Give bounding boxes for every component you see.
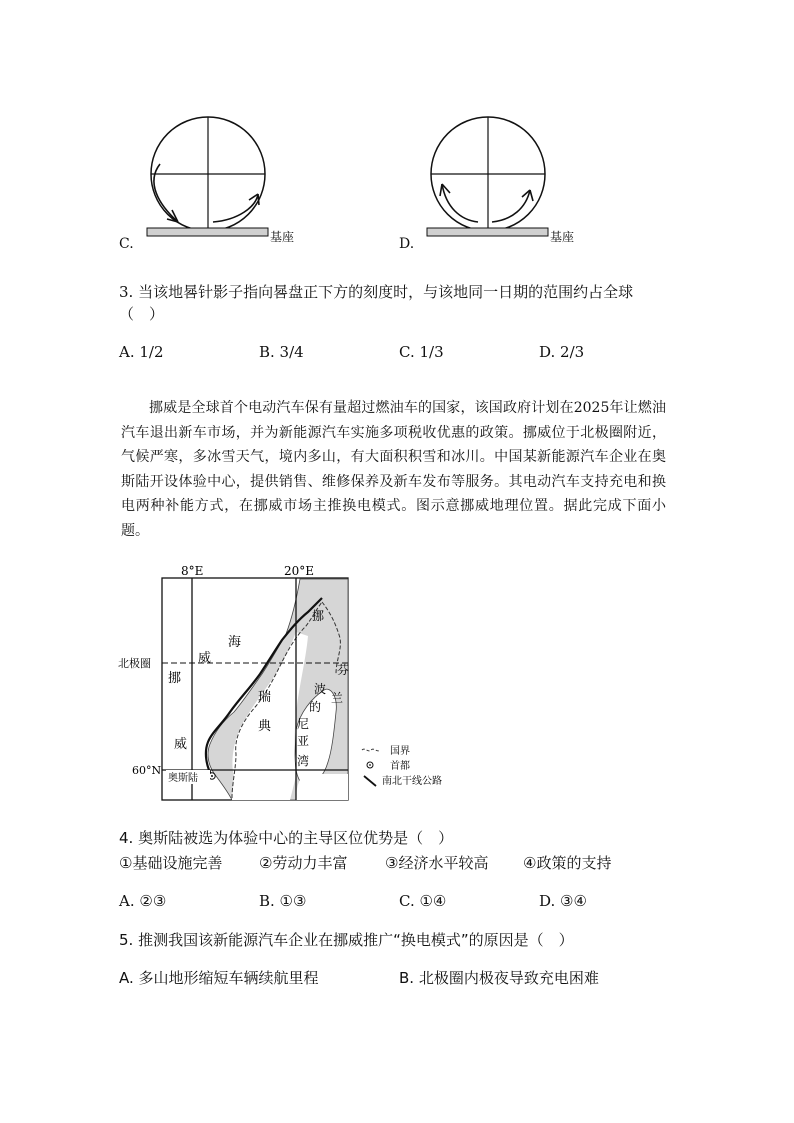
q4-factor-2: ②劳动力丰富	[259, 854, 348, 872]
label-gulf-4: 亚	[297, 734, 310, 748]
baltic-sea	[296, 774, 348, 800]
label-gulf-1: 波	[314, 682, 327, 696]
legend-border-label: 国界	[390, 746, 410, 757]
label-gulf-5: 湾	[297, 754, 310, 768]
q4-option-a: A. ②③	[119, 892, 167, 910]
q4-option-d: D. ③④	[539, 892, 587, 910]
q3-option-d: D. 2/3	[539, 343, 585, 361]
option-d-letter: D.	[399, 236, 415, 252]
q4-stem: 4. 奥斯陆被选为体验中心的主导区位优势是（ ）	[119, 829, 454, 847]
q4-factor-3: ③经济水平较高	[385, 854, 489, 872]
q3-option-b: B. 3/4	[259, 343, 304, 361]
option-c-letter: C.	[119, 236, 134, 252]
label-oslo: 奥斯陆	[168, 773, 198, 784]
label-norway-3: 威	[174, 737, 188, 752]
label-sweden-2: 典	[258, 719, 272, 734]
capital-dot	[211, 775, 213, 777]
q3-stem-line2: （ ）	[119, 305, 165, 323]
q4-factor-4: ④政策的支持	[523, 854, 612, 872]
label-8e: 8°E	[181, 564, 204, 578]
legend-border-symbol	[362, 749, 380, 751]
q3-stem-line1: 3. 当该地晷针影子指向晷盘正下方的刻度时，与该地同一日期的范围约占全球	[119, 283, 634, 301]
q4-option-b: B. ①③	[259, 892, 307, 910]
q3-option-c: C. 1/3	[399, 343, 444, 361]
legend-capital-label: 首都	[390, 761, 410, 772]
legend-highway-label: 南北干线公路	[382, 776, 442, 787]
q4-option-c: C. ①④	[399, 892, 447, 910]
label-arctic-circle: 北极圈	[118, 657, 151, 670]
q5-stem: 5. 推测我国该新能源汽车企业在挪威推广“换电模式”的原因是（ ）	[119, 931, 574, 949]
base-plate	[147, 228, 268, 236]
base-label-c: 基座	[270, 230, 295, 244]
label-20e: 20°E	[284, 564, 315, 578]
label-finland-1: 挪	[312, 609, 325, 623]
label-norway-1: 威	[198, 651, 212, 666]
label-gulf-2: 的	[309, 700, 322, 714]
legend-highway-symbol	[364, 776, 376, 786]
label-finland-3: 兰	[331, 691, 344, 705]
passage-text: 挪威是全球首个电动汽车保有量超过燃油车的国家，该国政府计划在2025年让燃油汽车退出新车市场，并为新能源汽车实施多项税收优惠的政策。挪威位于北极圈附近，气候严寒，多冰雪天气，境内多山，有大面积积雪和冰川。中国某新能源汽车企业在奥斯陆开设体验中心，提供销售、维修保养及新车发布等服务。其电动汽车支持充电和换电两种补能方式，在挪威市场主推换电模式。图示意挪威地理位置。据此完成下面小题。	[121, 400, 666, 539]
q5-option-a: A. 多山地形缩短车辆续航里程	[119, 969, 319, 987]
norway-map-svg	[110, 562, 480, 812]
q4-factor-1: ①基础设施完善	[119, 854, 223, 872]
label-finland-2: 芬	[337, 663, 350, 677]
q3-option-a: A. 1/2	[119, 343, 164, 361]
label-gulf-3: 尼	[297, 717, 310, 731]
base-label-d: 基座	[550, 230, 575, 244]
q5-option-b: B. 北极圈内极夜导致充电困难	[399, 969, 599, 987]
label-sea: 海	[228, 635, 242, 650]
label-sweden-1: 瑞	[258, 690, 272, 705]
reading-passage	[121, 396, 666, 543]
norway-map	[110, 562, 480, 812]
label-norway-2: 挪	[168, 671, 182, 686]
label-60n: 60°N	[132, 764, 162, 777]
base-plate	[427, 228, 548, 236]
